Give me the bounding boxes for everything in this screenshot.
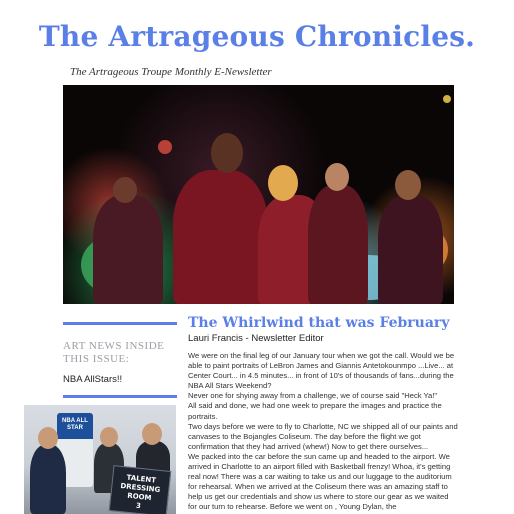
hero-image	[63, 85, 454, 304]
performer-figure	[173, 170, 268, 304]
performer-head	[113, 177, 137, 203]
performer-head	[268, 165, 298, 201]
article-body	[188, 351, 458, 514]
performer-head	[211, 133, 243, 173]
dressing-room-line: 3	[135, 501, 142, 511]
dressing-room-line: DRESSING ROOM	[120, 481, 161, 503]
person-figure	[30, 445, 66, 514]
issue-link-nba-allstars[interactable]: NBA AllStars!!	[63, 374, 123, 385]
person-head	[100, 427, 118, 447]
dressing-room-sign	[109, 465, 171, 514]
nba-all-star-sign: NBA ALL STAR	[57, 413, 93, 487]
article-paragraph: Never one for shying away from a challenge, we of course said "Heck Ya!"	[188, 391, 438, 401]
performer-figure	[93, 195, 163, 304]
newsletter-subtitle: The Artrageous Troupe Monthly E-Newsletter	[70, 66, 272, 78]
inside-issue-heading: ART NEWS INSIDE THIS ISSUE:	[63, 340, 165, 365]
article-paragraph: All said and done, we had one week to prepare the images and practice the portraits.	[188, 401, 442, 421]
dressing-room-line: TALENT	[126, 473, 157, 485]
performer-head	[395, 170, 421, 200]
nba-allstars-photo	[24, 405, 176, 514]
article-paragraph: Two days before we were to fly to Charlotte, NC we shipped all of our paints and canvases to the Bojangles Coliseum. The day before the flight we got confirmation that they had arrived (whew!) Now to get there ourselves...	[188, 421, 458, 451]
performer-head	[325, 163, 349, 191]
person-head	[142, 423, 162, 445]
article-paragraph: We were on the final leg of our January tour when we got the call. Would we be able to paint portraits of LeBron James and Giannis Antetokounmpo ...Live... at Center Court... in 4.5 minutes... in front of 10's of thousands of fans...during the NBA All Stars Weekend?	[188, 351, 455, 391]
article-paragraph: We packed into the car before the sun came up and headed to the airport. We arrived in Charlotte to an airport filled with Basketball frenzy! Whoa, it's getting real now! There was a car waiting to take us and our luggage to the auditorium for rehearsal. When we arrived at the Coliseum there was an amazing staff to help us get our credentials and show us where to store our gear as we waited for our turn to rehearse. Before we went on , Young Dylan, the	[188, 451, 452, 512]
article-title: The Whirlwind that was February	[188, 315, 450, 331]
performer-figure	[308, 185, 368, 304]
paint-splash	[443, 95, 451, 103]
section-divider	[63, 395, 177, 398]
paint-splash	[158, 140, 172, 154]
newsletter-title: The Artrageous Chronicles.	[38, 20, 476, 53]
person-head	[38, 427, 58, 449]
performer-figure	[378, 195, 443, 304]
article-byline: Lauri Francis - Newsletter Editor	[188, 333, 324, 344]
section-divider	[63, 322, 177, 325]
